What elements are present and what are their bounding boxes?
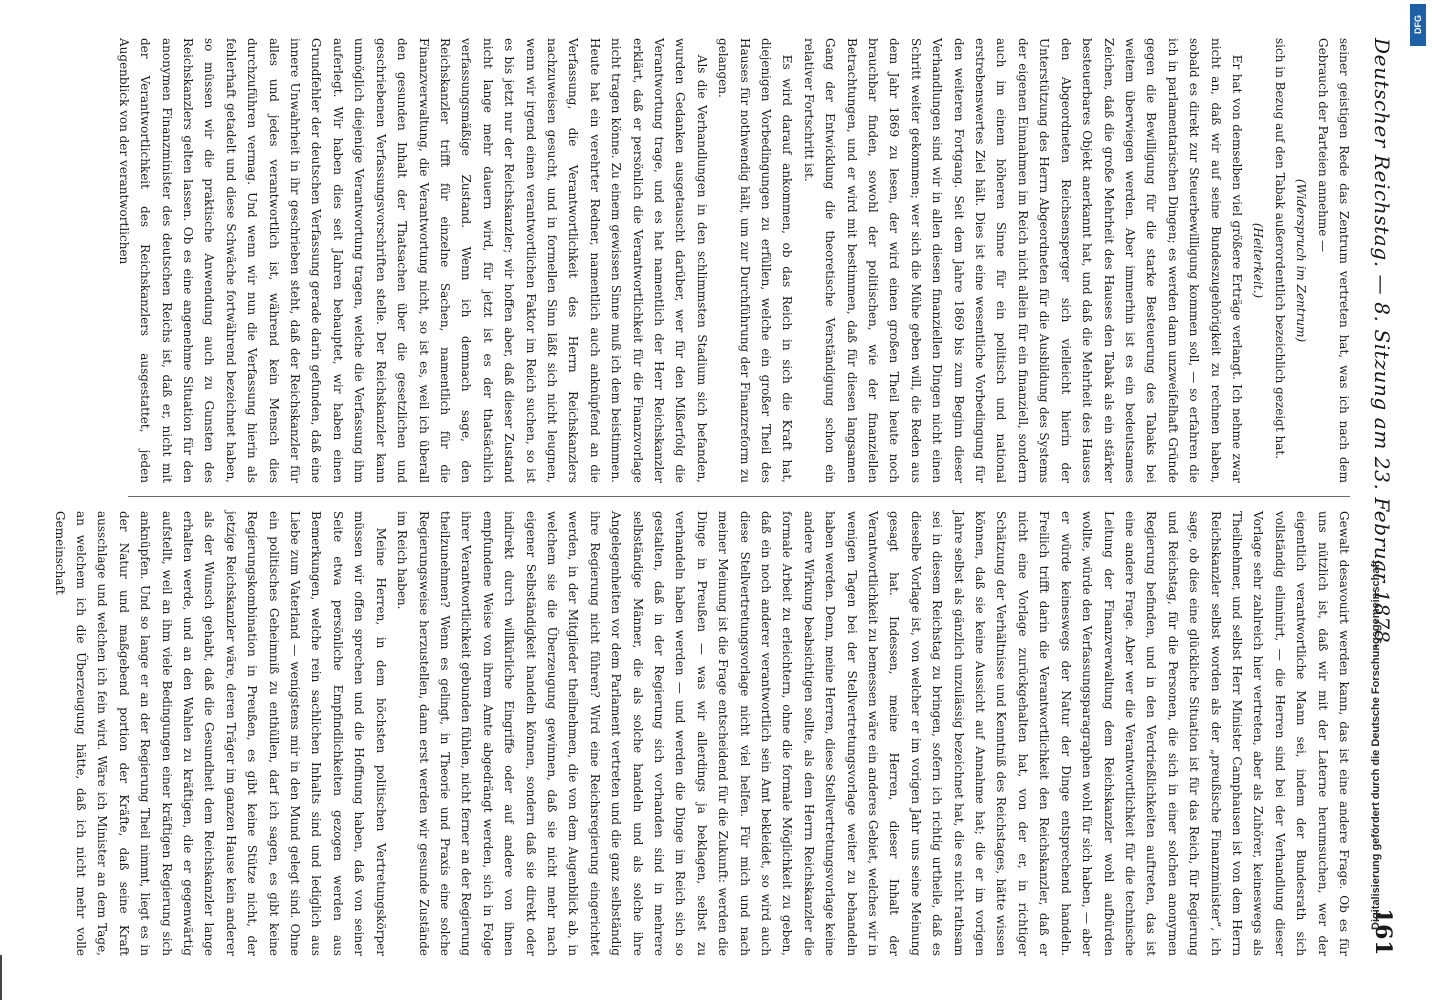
paragraph: Gewalt desavouirt werden kann, das ist eine andere Frage. Ob es für uns nützlich ist, daß wir mit der Laterne herumsuchen, wer der eigentlich verantwortliche Mann sei, indem der Bundesrath sich vollständig eliminirt, — die Herren sind bei der Verhandlung dieser Vorlage sehr zahlreich hier vertreten, aber als Zuhörer, keineswegs als Theilnehmer, und selbst Herr Minister Camphausen ist von dem Herrn Reichskanzler selbst worden als der „preußische Finanzminister“, ich sage, ob dies eine glückliche Situation ist für das Reich, für Regierung und Reichstag, für die Personen, die sich in einer solchen anonymen Regierung befinden, und in den Verdrießlichkeiten auftreten, das ist eine andere Frage. Aber wer die Verantwortlichkeit für die technische Leitung der Finanzverwaltung dem Reichskanzler wohl aufbürden wollte, würde den Verfassungsparagraphen wohl für sich haben, — aber er würde keineswegs der Natur der Dinge entsprechend handeln. Freilich trifft darin die Verantwortlichkeit den Reichskanzler, daß er nicht eine Vorlage zurückgehalten hat, von der er, in richtiger Schätzung der Verhältnisse und Kenntniß des Reichstages, hätte wissen können, daß sie keine Aussicht auf Annahme hat; die er im vorigen Jahre selbst als gänzlich unzulässig bezeichnet hat, die es nicht rathsam sei in diesem Reichstag zu bringen, sofern ich richtig urtheile, daß es dieselbe Vorlage ist, von welcher er im vorigen Jahr uns seine Meinung gesagt hat. Indessen, meine Herren, dieser Inhalt der Verantwortlichkeit zu bemessen wäre ein anderes Gebiet, welches wir in wenigen Tagen bei der Stellvertretungsvorlage weiter zu behandeln haben werden. Denn, meine Herren, diese Stellvertretungsvorlage keine andere Wirkung beabsichtigen sollte, als dem Herrn Reichskanzler die formale Arbeit zu erleichtern, ohne die formale Möglichkeit zu geben, daß ein noch anderer verantwortlich sein Amt bekleidet, so wird auch diese Stellvertretungsvorlage nicht viel helfen. Für mich und nach meiner Meinung ist die Frage entscheidend für die Zukunft: werden die Dinge in Preußen — was wir allerdings ja beklagen, selbst zu verhandeln haben werden — und werden die Dinge im Reich sich so gestalten, daß in der Regierung sich vorhanden sind in mehrere selbständige Männer, die als solche handeln und als solche ihre Angelegenheiten vor dem Parlament vertreten und die ganz selbständig ihre Regierung nicht führen? Wird eine Reichsregierung eingerichtet werden, in der Mitglieder theilnehmen, die von dem Augenblick ab, in welchem sie die Überzeugung gewinnen, daß sie nicht mehr nach eigener Selbständigkeit handeln können, sondern daß sie direkt oder indirekt durch willkürliche Eingriffe oder auf andere von ihnen empfundene Weise von ihrem Amte abgedrängt werden, sich in Folge ihrer Verantwortlichkeit gebunden fühlen, nicht ferner an der Regierung theilzunehmen? Wenn es gelingt, in Theorie und Praxis eine solche Regierungsweise herzustellen, dann erst werden wir gesunde Zustände im Reich haben. (395, 511, 1351, 956)
page-number: 161 (1370, 908, 1396, 956)
rotated-scanned-page (52, 0, 1416, 1000)
paragraph: sich in Bezug auf den Tabak außerordentlich bezeichlich gezeigt hat. (1272, 38, 1287, 460)
digitization-credit: Digitalisierung gefördert durch die Deutsche Forschungsgemeinschaft (1370, 560, 1382, 930)
paragraph: (Widerspruch im Zentrum) (1294, 178, 1309, 343)
paragraph: Er hat von demselben viel größere Erträge verlangt. Ich nehme zwar nicht an, daß wir auf seine Bundeszugehörigkeit zu rechnen haben, sobald es direkt zur Steuerbewilligung kommen soll, — so erfahren die ich in parlamentarischen Dingen; es werden dann unzweifelhaft Gründe gegen die Bewilligung für die starke Besteuerung des Tabaks bei weitem überwiegen werden. Aber immerhin ist es ein bedeutsames Zeichen, daß die große Mehrheit des Hauses den Tabak als ein stärker besteuerbares Objekt anerkannt hat, und daß die Mehrheit des Hauses den Abgeordneten Reichsensperger sich vielleicht hierin der Unterstützung des Herrn Abgeordneten für die Ausbildung des Systems der eigenen Einnahmen im Reich nicht allein für ein finanziell, sondern auch im einem höheren Sinne für ein politisch und national erstrebenswertes Ziel hält. Dies ist eine wesentliche Vorbedingung für den weiteren Fortgang. Seit dem Jahre 1869 bis zum Beginn dieser Verhandlungen sind wir in allen diesen finanziellen Dingen nicht einen Schritt weiter gekommen; wer sich die Mühe geben will, die Reden aus dem Jahr 1869 zu lesen, der wird einen großen Theil heute noch brauchbar finden, sowohl der politischen, wie der finanziellen Betrachtungen, und er wird mit bestimmen, daß für diesen langsamen Gang der Entwicklung die theoretische Verständigung schon ein relativer Fortschritt ist. (801, 38, 1244, 483)
left-text-column (114, 38, 1354, 483)
dfg-logo: DFG (1410, 4, 1426, 46)
paragraph: (Heiterkeit.) (1251, 222, 1266, 299)
paragraph: Meine Herren, in dem höchsten politischen Vertretungskörper müssen wir offen sprechen und die Hoffnung haben, daß von seiner Seite etwa persönliche Empfindlichkeiten gezogen werden aus Bemerkungen, welche rein sachlichen Inhalts sind und lediglich aus Liebe zum Vaterland — wenigstens mir in den Mund gelegt sind. Ohne ein politisches Geheimniß zu enthüllen, darf ich sagen, es gibt keine Regierungskombination in Preußen, es gibt keine Stütze nicht, der jetzige Reichskanzler wäre, deren Träger im ganzen Hause kein anderer als der Wunsch gehabt, daß die Gesundheit dem Reichskanzler lange erhalten werde, und an den Wahlen zu kräftigen, die er gegenwärtig aufstellt, weil an ihm viele Bedingungen einer kräftigen Regierung sich anknüpfen. Und so lange er an der Regierung Theil nimmt, liegt es in der Natur und maßgebend portion der Kräfte, daß seine Kraft ausschlage und welchen ich fein wird. Wäre ich Minister an dem Tage, an welchem ich die Überzeugung hätte, daß ich nicht mehr volle Gemeinschaft (52, 511, 388, 956)
paragraph: Als die Verhandlungen in den schlimmsten Stadium sich befanden, wurden Gedanken ausgetauscht darüber, wer für den Mißerfolg die Verantwortung trage, und es hat namentlich der Herr Reichskanzler erklärt, daß er persönlich die Verantwortlichkeit für die Finanzvorlage nicht tragen könne. Zu einem gewissen Sinne muß ich dem beistimmen. Heute hat ein verehrter Redner, namentlich auch anknüpfend an die Verfassung, die Verantwortlichkeit des Herrn Reichskanzlers nachzuweisen gesucht, und in formellen Sinn läßt sich nicht leugnen, wenn wir irgend einen verantwortlichen Faktor im Reich suchen, so ist es bis jetzt nur der Reichskanzler; wir hoffen aber, daß dieser Zustand nicht lange mehr dauern wird, für jetzt ist es der thatsächlich verfassungsmäßige Zustand. Wenn ich demnach sage, den Reichskanzler trifft für einzelne Sachen, namentlich für die Finanzverwaltung, die Verantwortung nicht, so ist es, weil ich überall den gesunden Inhalt der Thatsachen über die gesetzlichen und geschriebenen Verfassungsvorschriften stelle. Der Reichskanzler kann unmöglich diejenige Verantwortung tragen, welche die Verfassung ihm auferlegt. Wir haben dies seit Jahren behauptet, wir haben einen Grundfehler der deutschen Verfassung gerade darin gefunden, daß eine innere Unwahrheit in ihr geschrieben steht, daß der Reichskanzler für alles und jedes verantwortlich ist, während kein Mensch dies durchzuführen vermag. Und wenn wir nun die Verfassung hierin als fehlerhaft getadelt und diese Schwäche fortwährend bezeichnet haben, so müssen wir die praktische Anwendung auch zu Gunsten des Reichskanzlers gelten lassen. Ob es eine angenehme Situation für den anonymen Finanzminister des deutschen Reichs ist, daß er, nicht mit der Verantwortlichkeit des Reichskanzlers ausgestattet, jeden Augenblick von der verantwortlichen (116, 38, 709, 483)
paragraph: Es wird darauf ankommen, ob das Reich in sich die Kraft hat, diejenigen Vorbedingungen zu erfüllen, welche ein großer Theil des Hauses für nothwendig hält, um zur Durchführung der Finanzreform zu gelangen. (716, 38, 795, 483)
column-divider (128, 496, 1350, 497)
scan-edge-mark (0, 955, 16, 1000)
right-text-column (52, 511, 1354, 956)
running-title: Deutscher Reichstag. — 8. Sitzung am 23. Februar 1878. (1370, 38, 1394, 651)
paragraph: seiner geistigen Rede das Zentrum vertreten hat, was ich nach dem Gebrauch der Parteien annehme — (1315, 38, 1351, 483)
